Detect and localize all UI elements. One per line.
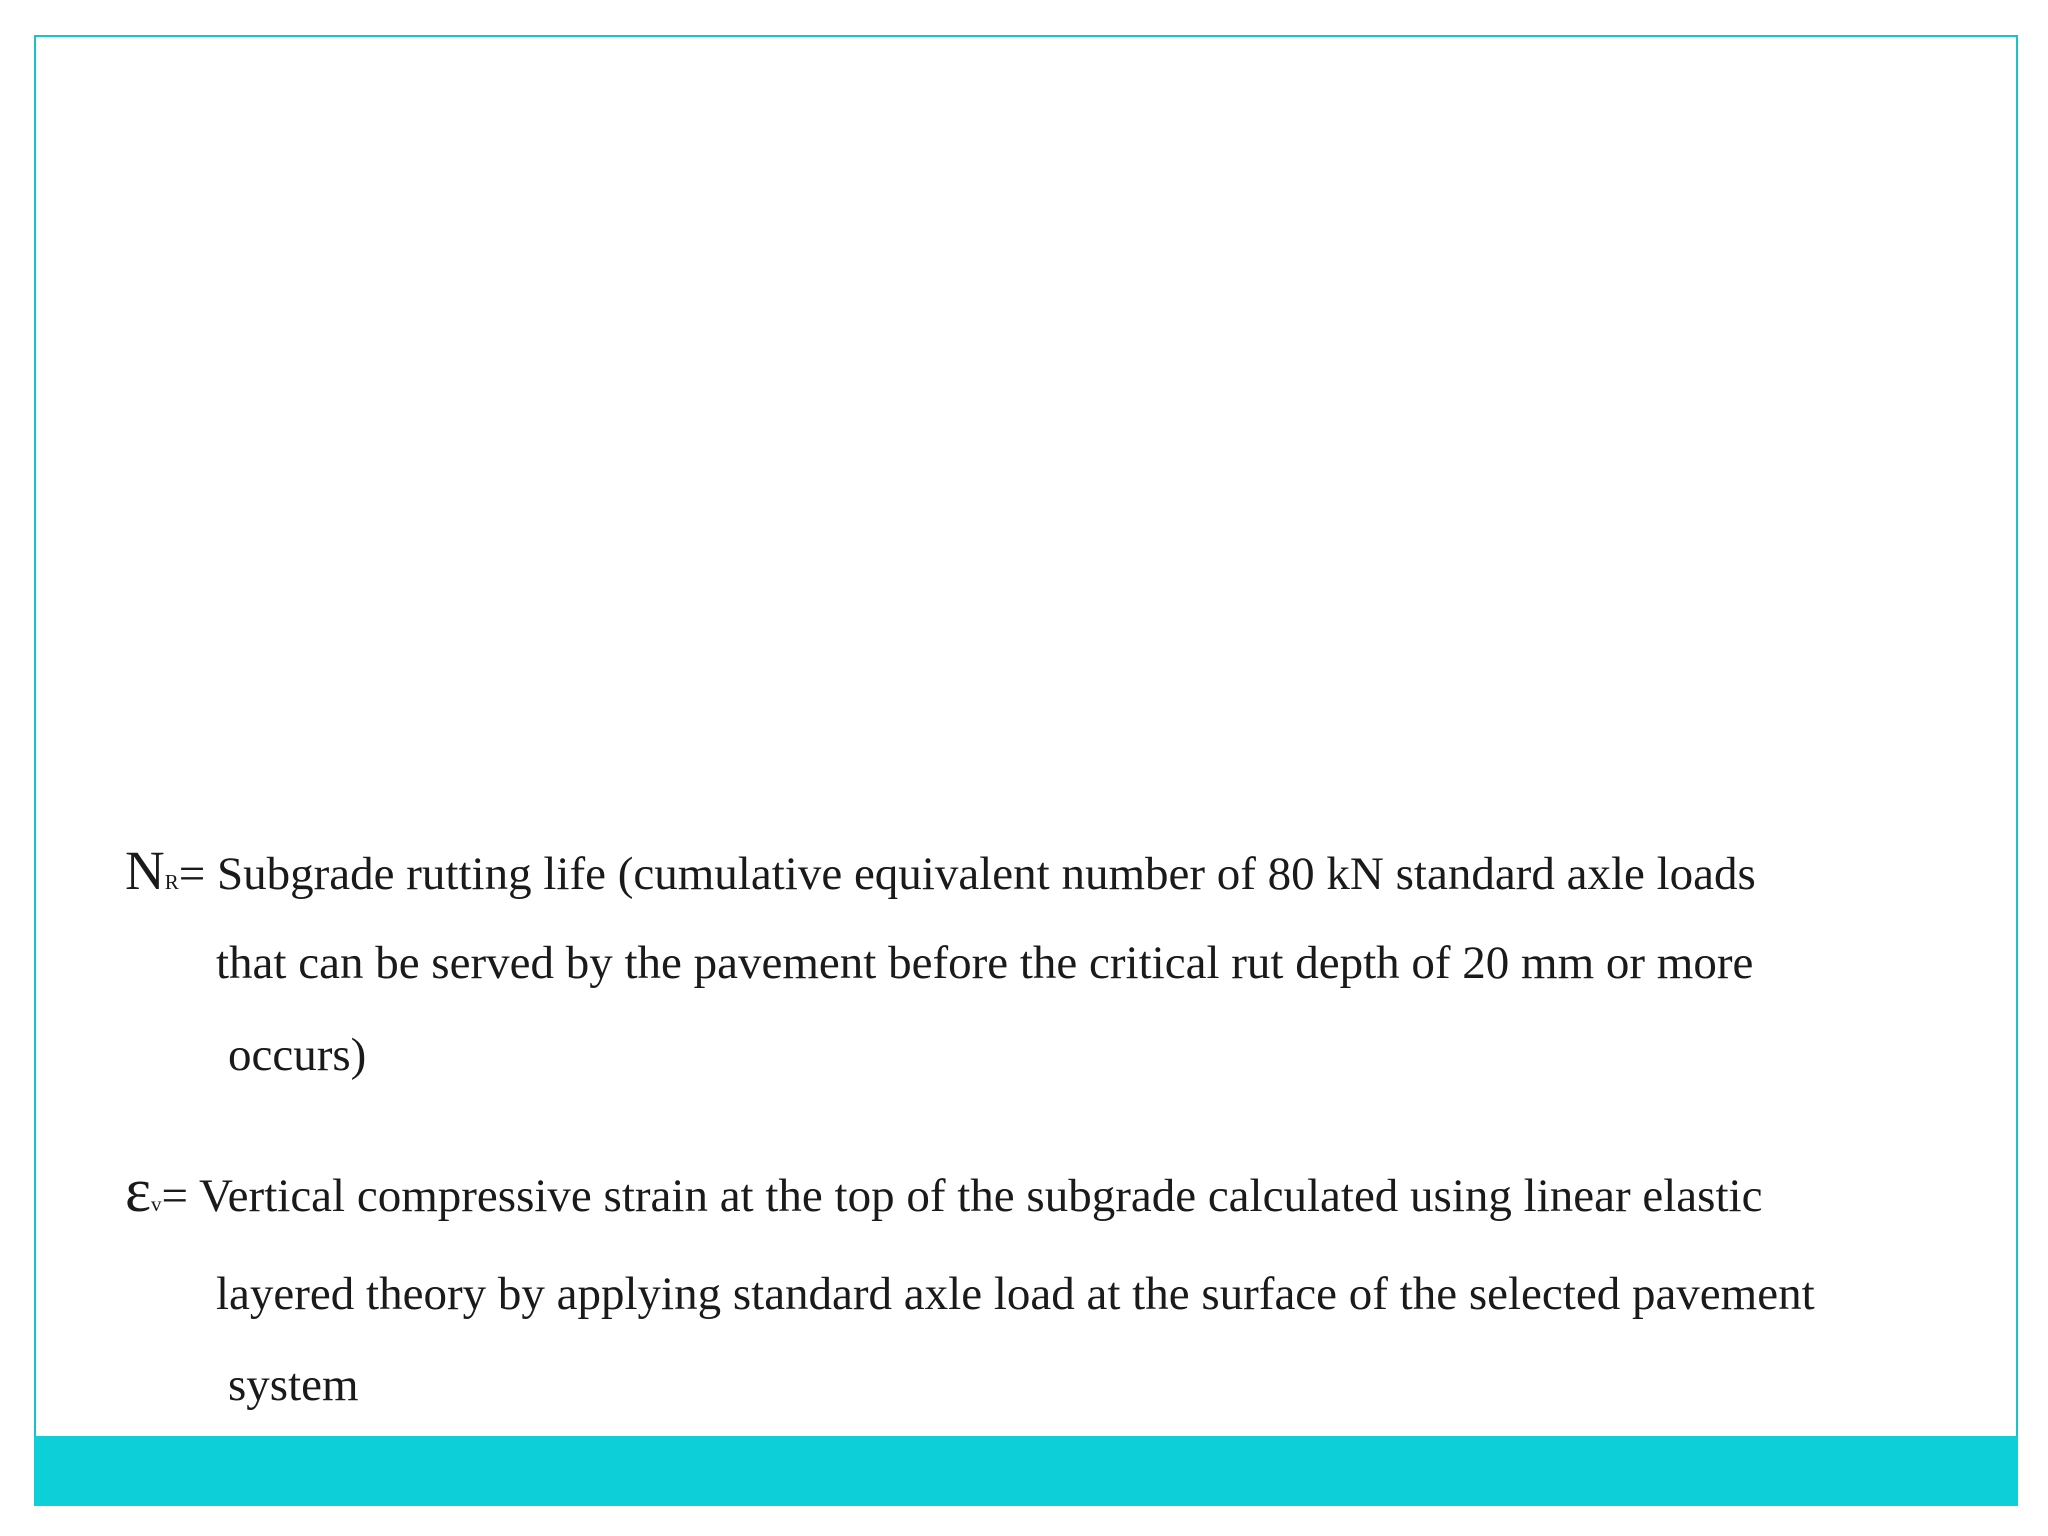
nr-definition-text-2: that can be served by the pavement before the critical rut depth of 20 mm or more: [216, 937, 1754, 989]
ev-definition-text-3: system: [228, 1359, 359, 1411]
nr-subscript: R: [164, 870, 179, 894]
nr-symbol: N: [125, 840, 165, 901]
definition-nr-line-2: [216, 937, 1754, 989]
definition-ev-line-1: [125, 1157, 1763, 1225]
epsilon-symbol: ε: [125, 1157, 152, 1225]
definition-nr-line-3: [228, 1029, 367, 1081]
definition-ev-line-2: [216, 1268, 1815, 1320]
nr-definition-text-3: occurs): [228, 1029, 367, 1081]
ev-subscript: v: [151, 1192, 162, 1216]
definition-ev-line-3: [228, 1359, 359, 1411]
ev-definition-text-2: layered theory by applying standard axle load at the surface of the selected pavement: [216, 1268, 1815, 1320]
nr-definition-text-1: = Subgrade rutting life (cumulative equivalent number of 80 kN standard axle loads: [178, 848, 1756, 900]
ev-definition-text-1: = Vertical compressive strain at the top of the subgrade calculated using linear elastic: [161, 1170, 1763, 1222]
definition-nr-line-1: [125, 840, 1756, 901]
footer-bar: [34, 1436, 2018, 1506]
